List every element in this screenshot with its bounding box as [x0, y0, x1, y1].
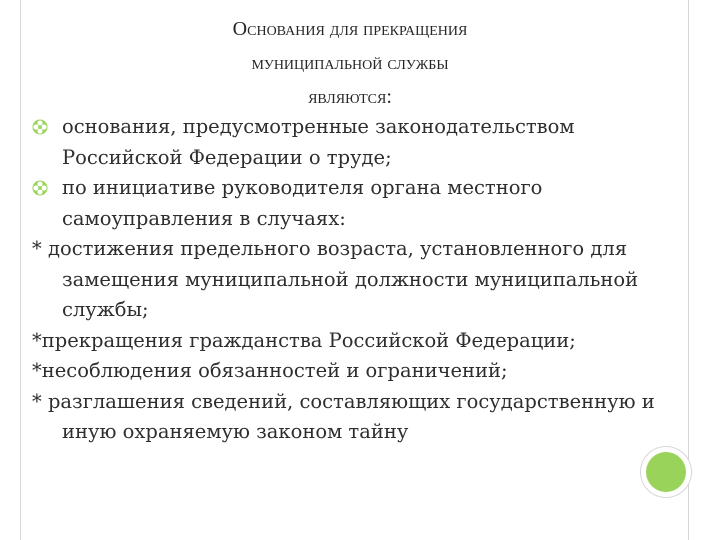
- star-item-2: *прекращения гражданства Российской Федерации;: [32, 328, 576, 352]
- left-border-line: [20, 0, 21, 540]
- slide-title: [100, 12, 600, 114]
- title-line-3: являются:: [308, 86, 392, 108]
- bullet-item-2-text: по инициативе руководителя органа местного самоуправления в случаях:: [62, 176, 543, 230]
- bullet-item-1-text: основания, предусмотренные законодательством Российской Федерации о труде;: [62, 115, 575, 169]
- bullet-item-1: [32, 112, 672, 173]
- flower-bullet-icon: [32, 180, 48, 196]
- star-item-1: * достижения предельного возраста, установленного для замещения муниципальной должности муниципальной службы;: [32, 237, 639, 321]
- slide-content: [32, 112, 672, 448]
- star-item-3: *несоблюдения обязанностей и ограничений;: [32, 359, 508, 382]
- title-line-2: муниципальной службы: [251, 52, 449, 74]
- flower-bullet-icon: [32, 119, 48, 135]
- bullet-item-2: [32, 173, 672, 234]
- star-item-4: * разглашения сведений, составляющих государственную и иную охраняемую законом тайну: [32, 389, 655, 443]
- decorative-green-circle: [641, 447, 691, 497]
- title-line-1: Основания для прекращения: [232, 18, 468, 40]
- decorative-circle-fill: [646, 452, 686, 492]
- right-border-line: [688, 0, 689, 540]
